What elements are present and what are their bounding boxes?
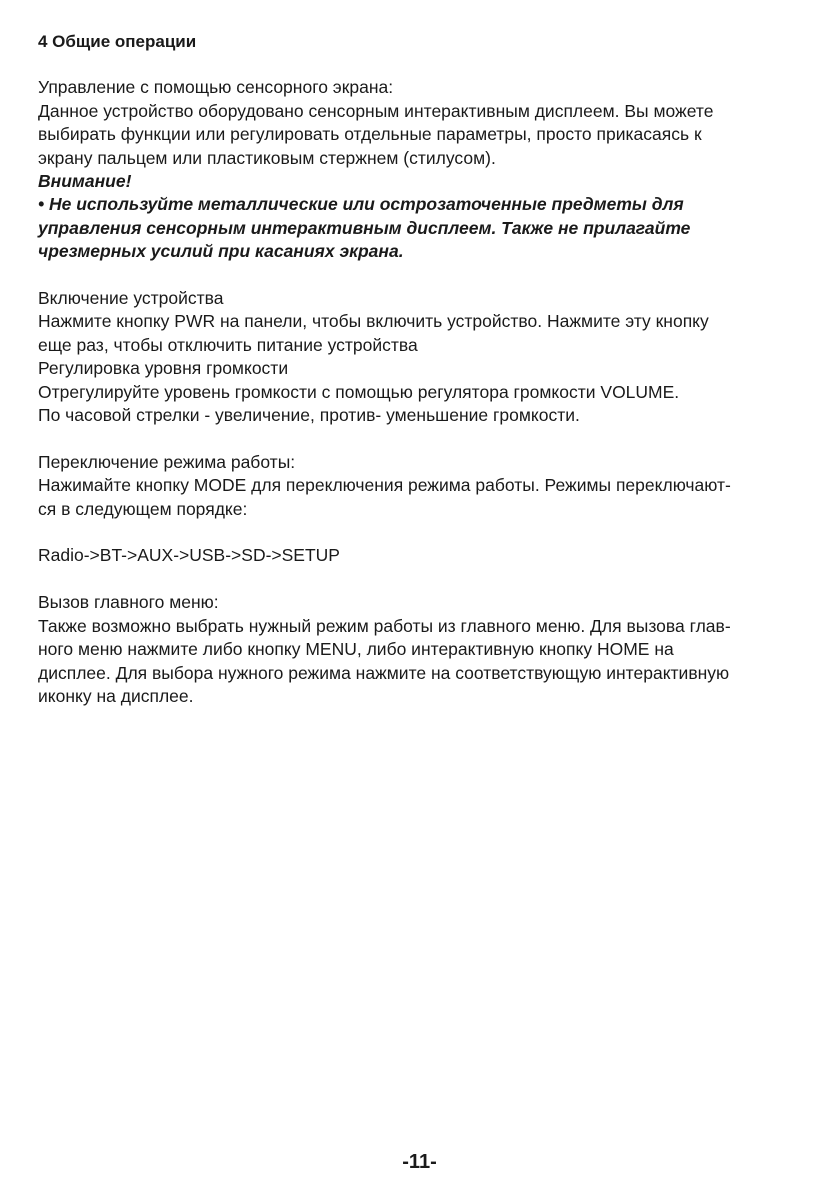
menu-line: дисплее. Для выбора нужного режима нажмите на соответствующую интерактивную [38, 662, 730, 683]
mode-section [38, 451, 830, 568]
volume-line: Отрегулируйте уровень громкости с помощью регулятора громкости VOLUME. [38, 381, 680, 402]
volume-title: Регулировка уровня громкости [38, 358, 289, 379]
menu-title: Вызов главного меню: [38, 592, 219, 613]
mode-sequence: Radio->BT->AUX->USB->SD->SETUP [38, 545, 340, 566]
menu-line: ного меню нажмите либо кнопку MENU, либо интерактивную кнопку HOME на [38, 639, 674, 660]
page-number: -11- [402, 1151, 437, 1173]
mode-title: Переключение режима работы: [38, 451, 296, 472]
document-page [38, 30, 830, 708]
spacer [38, 264, 830, 287]
warning-line: управления сенсорным интерактивным дисплеем. Также не прилагайте [38, 217, 691, 238]
warning-line: • Не используйте металлические или острозаточенные предметы для [38, 194, 684, 215]
volume-line: По часовой стрелки - увеличение, против- уменьшение громкости. [38, 405, 580, 426]
mode-line: Нажимайте кнопку MODE для переключения режима работы. Режимы переключают- [38, 475, 731, 496]
touch-line: экрану пальцем или пластиковым стержнем (стилусом). [38, 147, 496, 168]
touch-line: Данное устройство оборудовано сенсорным интерактивным дисплеем. Вы можете [38, 100, 714, 121]
mode-line: ся в следующем порядке: [38, 498, 248, 519]
warning-title: Внимание! [38, 171, 132, 192]
power-line: Нажмите кнопку PWR на панели, чтобы включить устройство. Нажмите эту кнопку [38, 311, 709, 332]
menu-section [38, 591, 830, 708]
touch-section [38, 76, 830, 263]
section-heading: 4 Общие операции [38, 32, 197, 51]
menu-line: Также возможно выбрать нужный режим работы из главного меню. Для вызова глав- [38, 615, 731, 636]
spacer [38, 568, 830, 591]
power-section [38, 287, 830, 427]
touch-line: выбирать функции или регулировать отдельные параметры, просто прикасаясь к [38, 124, 702, 145]
menu-line: иконку на дисплее. [38, 685, 194, 706]
power-title: Включение устройства [38, 288, 224, 309]
touch-title: Управление с помощью сенсорного экрана: [38, 77, 394, 98]
spacer [38, 521, 830, 544]
power-line: еще раз, чтобы отключить питание устройства [38, 334, 418, 355]
spacer [38, 427, 830, 450]
warning-line: чрезмерных усилий при касаниях экрана. [38, 241, 404, 262]
